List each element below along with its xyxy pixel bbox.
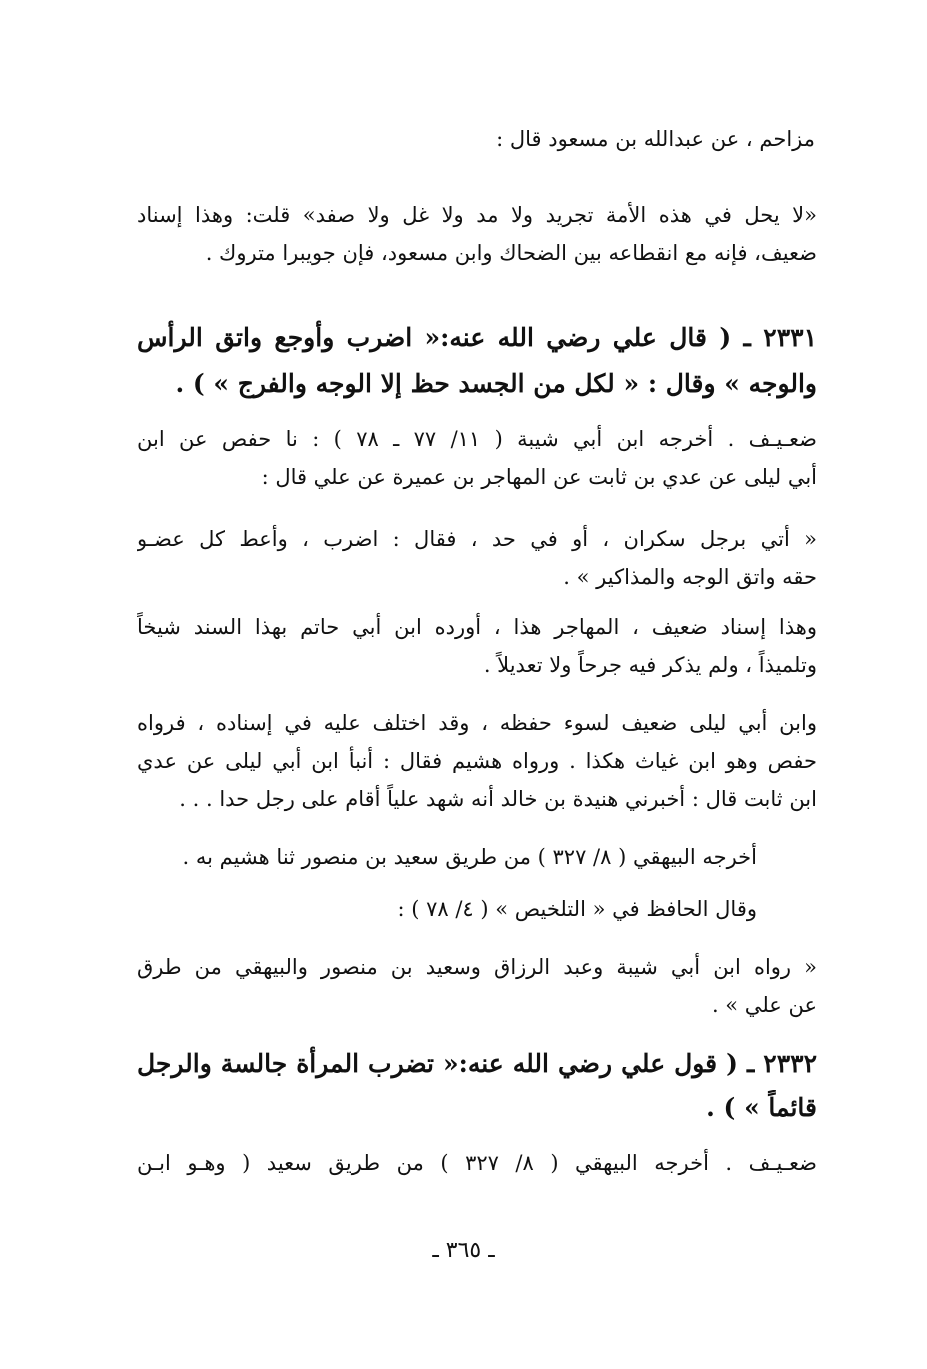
text-line-7: أبي ليلى عن عدي بن ثابت عن المهاجر بن عميرة عن علي قال : <box>261 465 817 489</box>
text-line-8: « أتي برجل سكران ، أو في حد ، فقال : اضرب ، وأعط كل عضـو <box>137 527 817 551</box>
text-line-9: حقه واتق الوجه والمذاكير » . <box>563 565 817 589</box>
text-line-10: وهذا إسناد ضعيف ، المهاجر هذا ، أورده ابن أبي حاتم بهذا السند شيخاً <box>137 615 817 639</box>
hadith-heading-2332: ٢٣٣٢ ـ ( قول علي رضي الله عنه:« تضرب المرأة جالسة والرجل <box>137 1049 817 1078</box>
text-line-15: أخرجه البيهقي ( ٨/ ٣٢٧ ) من طريق سعيد بن منصور ثنا هشيم به . <box>182 845 757 869</box>
text-line-1: مزاحم ، عن عبدالله بن مسعود قال : <box>496 127 815 151</box>
text-line-13: حفص وهو ابن غياث هكذا . ورواه هشيم فقال : أنبأ ابن أبي ليلى عن عدي <box>137 749 817 773</box>
text-line-12: وابن أبي ليلى ضعيف لسوء حفظه ، وقد اختلف عليه في إسناده ، فرواه <box>137 711 817 735</box>
hadith-heading-2331: ٢٣٣١ ـ ( قال علي رضي الله عنه:« اضرب وأوجع واتق الرأس <box>137 323 817 352</box>
text-line-11: وتلميذاً ، ولم يذكر فيه جرحاً ولا تعديلاً . <box>483 653 817 677</box>
text-line-16: وقال الحافظ في « التلخيص » ( ٤/ ٧٨ ) : <box>397 897 757 921</box>
text-line-17: « رواه ابن أبي شيبة وعبد الرزاق وسعيد بن منصور والبيهقي من طرق <box>137 955 817 979</box>
hadith-heading-2331-continued: والوجه » وقال : « لكل من الجسد حظ إلا الوجه والفرج » ) . <box>175 369 817 398</box>
text-line-3: ضعيف، فإنه مع انقطاعه بين الضحاك وابن مسعود، فإن جويبرا متروك . <box>205 241 817 265</box>
text-line-2: «لا يحل في هذه الأمة تجريد ولا مد ولا غل ولا صفد» قلت: وهذا إسناد <box>137 203 817 227</box>
text-line-6: ضعـيـف . أخرجه ابن أبي شيبة ( ١١/ ٧٧ ـ ٧٨ ) : نا حفص عن ابن <box>137 427 817 451</box>
page-number: ـ ٣٦٥ ـ <box>432 1238 495 1263</box>
hadith-heading-2332-continued: قائماً » ) . <box>706 1093 817 1122</box>
text-line-21: ضعـيـف . أخرجه البيهقي ( ٨/ ٣٢٧ ) من طريق سعيد ( وهـو ابـن <box>137 1151 817 1175</box>
text-line-18: عن علي » . <box>711 993 817 1017</box>
text-line-14: ابن ثابت قال : أخبرني هنيدة بن خالد أنه شهد علياً أقام على رجل حدا . . . <box>179 787 817 811</box>
